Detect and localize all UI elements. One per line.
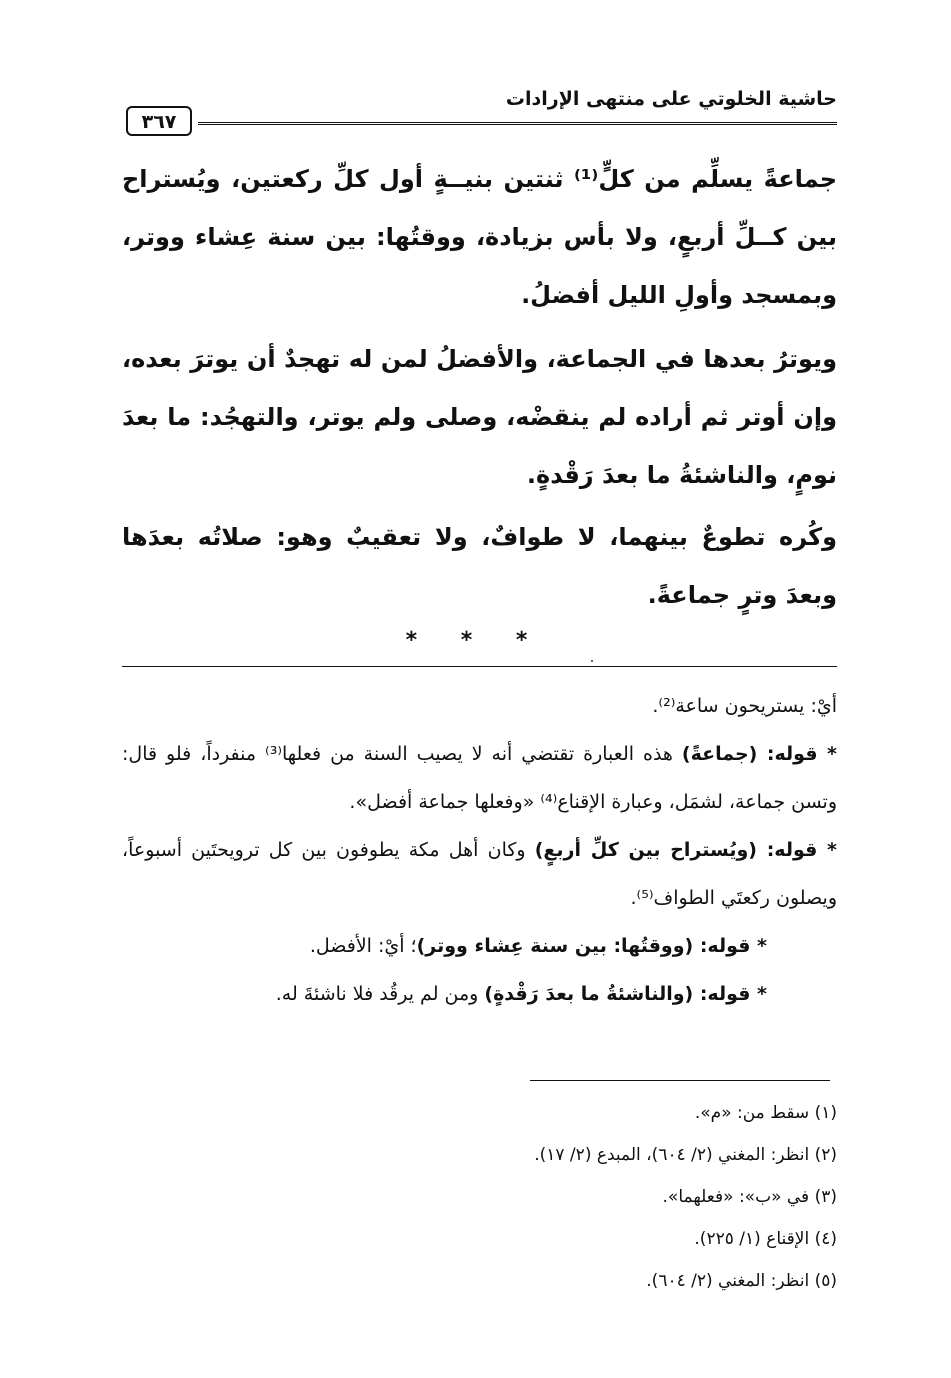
main-text (122, 150, 837, 624)
commentary-item-4-text: ومن لم يرقُد فلا ناشئةَ له. (275, 983, 485, 1005)
header-rule (198, 122, 837, 128)
commentary-item-3 (122, 922, 837, 970)
commentary-divider (122, 666, 837, 667)
commentary-item-2-lead: * قوله: (ويُستراح بين كلِّ أربعٍ) (534, 839, 837, 861)
main-paragraph-1: جماعةً يسلِّم من كلٍّ⁽¹⁾ ثنتين بنيــةٍ أول كلِّ ركعتين، ويُستراح بين كــلِّ أربعٍ، ولا بأس بزيادة، ووقتُها: بين سنة عِشاء ووتر، وبمسجد وأولِ الليل أفضلُ. (122, 165, 837, 309)
main-paragraph-2: ويوترُ بعدها في الجماعة، والأفضلُ لمن له تهجدٌ أن يوترَ بعده، وإن أوتر ثم أراده لم ينقضْه، وصلى ولم يوتر، والتهجُد: ما بعدَ نومٍ، والناشئةُ ما بعدَ رَقْدةٍ. (122, 345, 837, 489)
page-number: ٣٦٧ (126, 106, 192, 136)
commentary-item-1-text: هذه العبارة تقتضي أنه لا يصيب السنة من فعلها⁽³⁾ منفرداً، فلو قال: وتسن جماعة، لشمَل، وعبارة الإقناع⁽⁴⁾ «وفعلها جماعة أفضل». (122, 743, 837, 813)
footnote-2: (٢) انظر: المغني (٢/ ٦٠٤)، المبدع (٢/ ١٧). (534, 1145, 837, 1165)
commentary-item-2-text: وكان أهل مكة يطوفون بين كل ترويحتَين أسبوعاً، ويصلون ركعتَي الطواف⁽⁵⁾. (122, 839, 837, 909)
main-paragraph-3: وكُره تطوعٌ بينهما، لا طوافٌ، ولا تعقيبٌ وهو: صلاتُه بعدَها وبعدَ وترٍ جماعةً. (122, 523, 837, 609)
footnote-5: (٥) انظر: المغني (٢/ ٦٠٤). (646, 1271, 837, 1291)
section-separator: * * * (405, 628, 546, 653)
commentary (122, 682, 837, 1018)
page-header (122, 88, 837, 133)
footnotes (122, 1092, 837, 1302)
commentary-item-1 (122, 730, 837, 826)
footnote-3: (٣) في «ب»: «فعلهما». (662, 1187, 837, 1207)
footnote-4: (٤) الإقناع (١/ ٢٢٥). (694, 1229, 837, 1249)
commentary-item-4-lead: * قوله: (والناشئةُ ما بعدَ رَقْدةٍ) (484, 983, 767, 1005)
footnote-divider (530, 1080, 830, 1081)
running-title: حاشية الخلوتي على منتهى الإرادات (505, 88, 837, 110)
commentary-line-1: أيْ: يستريحون ساعة⁽²⁾. (652, 695, 837, 717)
commentary-item-3-text: ؛ أيْ: الأفضل. (309, 935, 417, 957)
commentary-item-2 (122, 826, 837, 922)
commentary-item-3-lead: * قوله: (ووقتُها: بين سنة عِشاء ووتر) (416, 935, 767, 957)
footnote-1: (١) سقط من: «م». (694, 1103, 837, 1123)
print-speck (591, 660, 593, 662)
commentary-item-4 (122, 970, 837, 1018)
commentary-item-1-lead: * قوله: (جماعةً) (681, 743, 837, 765)
